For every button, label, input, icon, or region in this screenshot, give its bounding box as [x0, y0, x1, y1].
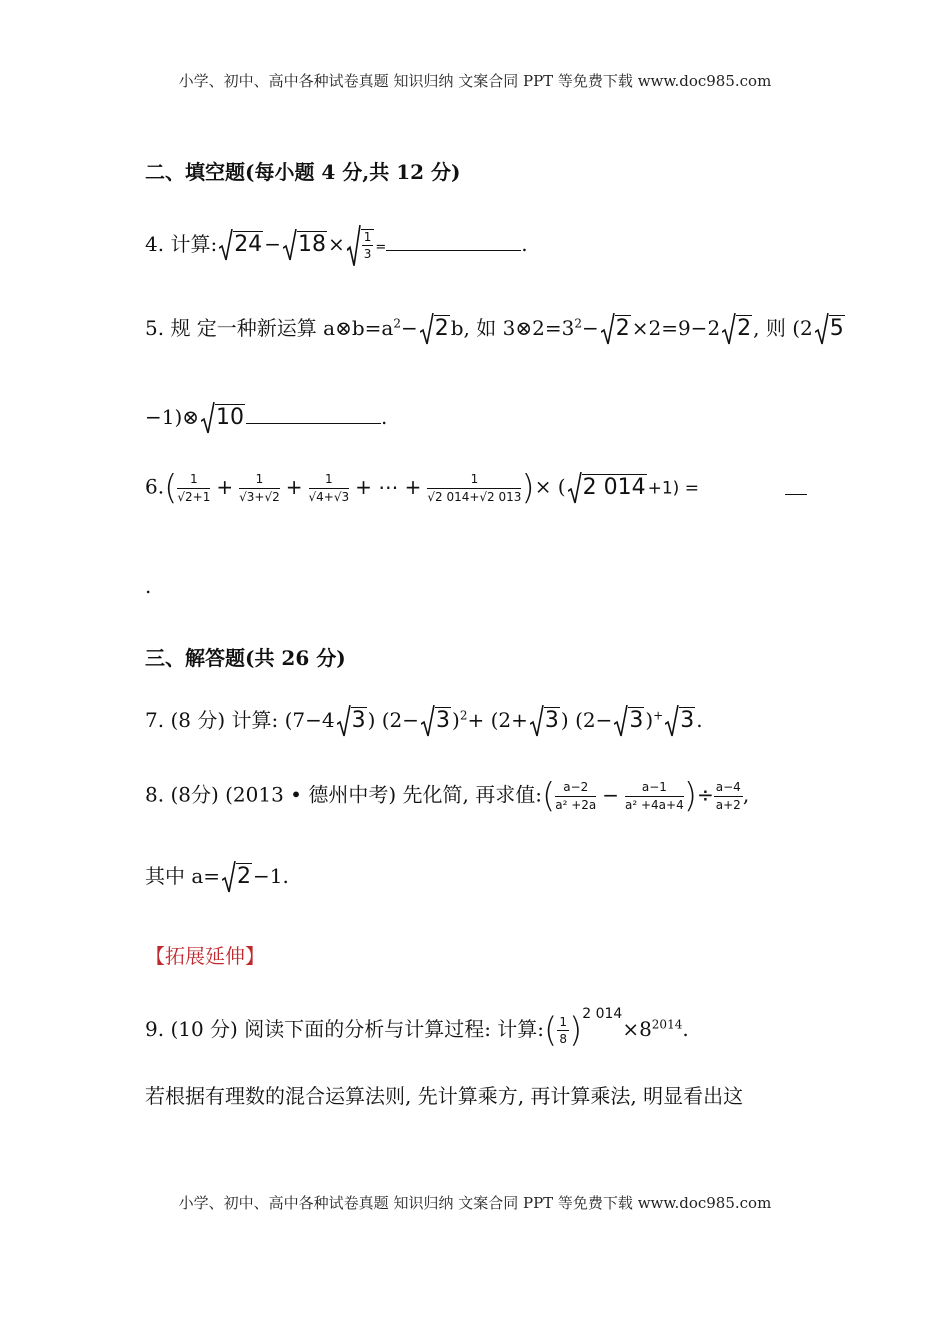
q8-f1-den: a² +2a: [555, 797, 597, 812]
q5-radicand-2: 2: [615, 316, 630, 341]
q7-p2: + (2+: [467, 708, 528, 732]
answer-blank-4[interactable]: [386, 250, 521, 251]
q7-exp: 2: [459, 708, 468, 723]
sqrt-3-a: [337, 707, 367, 733]
q9-exp: 2 014: [582, 1006, 623, 1022]
q9-fraction: [557, 1015, 569, 1047]
q6-f3-den: √4+√3: [308, 489, 350, 504]
q6-f1-den: √2+1: [177, 489, 211, 504]
fraction-4: [427, 472, 521, 504]
q7-p3: ) (2−: [560, 708, 613, 732]
paragraph: 若根据有理数的混合运算法则, 先计算乘方, 再计算乘法, 明显看出这: [145, 1084, 744, 1108]
q5-radicand-10: 10: [216, 405, 245, 430]
q6-radicand: 2 014: [582, 474, 646, 500]
q6-times: ×: [534, 474, 552, 499]
q9-paren-close: ): [568, 1010, 583, 1051]
q7-label: 7. (8 分) 计算: (7−4: [145, 708, 335, 732]
sqrt-3-c: [530, 707, 560, 733]
q5-mid: ×2=9−2: [631, 316, 721, 340]
q6-f4-den: √2 014+√2 013: [427, 489, 522, 504]
q8-label: 8. (8分) (2013 • 德州中考) 先化简, 再求值:: [145, 782, 542, 807]
q8-fraction-2: [625, 780, 684, 812]
sqrt-10: [201, 404, 245, 430]
q8-radicand: 2: [237, 864, 252, 889]
answer-blank-5[interactable]: [246, 423, 381, 424]
plus-1: +: [216, 474, 234, 499]
q5-example: b, 如 3⊗2=3: [450, 316, 575, 340]
paren-close: ): [521, 468, 535, 508]
q8-minus: −: [602, 782, 620, 807]
question-4: [145, 228, 528, 261]
q9-paren-open: (: [544, 1010, 558, 1051]
q6-f2-num: 1: [239, 472, 280, 488]
q4-end: .: [521, 232, 528, 256]
q4-equals: =: [375, 240, 387, 255]
ellipsis: + ⋯ +: [355, 474, 422, 499]
q5-label: 5. 规 定一种新运算 a⊗b=a: [145, 316, 394, 340]
q5-line2: −1)⊗: [145, 405, 200, 429]
q7-p1: ) (2−: [367, 708, 420, 732]
sqrt-2: [420, 315, 450, 341]
q7-radicand-4: 3: [629, 708, 644, 733]
answer-blank-6[interactable]: [785, 494, 807, 495]
q8-fraction-1: [555, 780, 596, 812]
q7-radicand-1: 3: [351, 708, 366, 733]
question-7: 7. (8 分) 计算: (7−4 3 ) (2− 3 )$^2$+ (2+ 3 ) (2− 3 )+ 3 .: [145, 704, 703, 733]
sqrt-3-d: [614, 707, 644, 733]
q6-label: 6.: [145, 474, 165, 499]
q9-times: ×8: [622, 1017, 652, 1041]
sqrt-2c: [722, 315, 752, 341]
q8-paren-close: ): [683, 776, 697, 816]
q4-radicand-2: 18: [297, 232, 326, 257]
q6-f1-num: 1: [177, 472, 210, 488]
q7-end: .: [696, 708, 703, 732]
q8-f2-den: a² +4a+4: [625, 797, 684, 812]
sqrt-2b: [601, 315, 631, 341]
q7-plus: +: [653, 708, 664, 723]
sqrt-2-q8: [222, 863, 252, 889]
q9-label: 9. (10 分) 阅读下面的分析与计算过程: 计算:: [145, 1017, 545, 1041]
q9-end: .: [682, 1017, 689, 1041]
q8-f2-num: a−1: [625, 780, 684, 796]
q7-p4: ): [645, 708, 654, 732]
question-6: 6.( $\frac{1}{√2+1}$ + $\frac{1}{√3+√2}$ + $\frac{1}{√4+√3}$ + ⋯ + $\frac{1}{√2 014+√2 013}$ )× ( 2 014 +1) =: [145, 468, 699, 508]
q6-f4-num: 1: [427, 472, 521, 488]
page-footer: 小学、初中、高中各种试卷真题 知识归纳 文案合同 PPT 等免费下载 www.doc985.com: [178, 1194, 772, 1212]
q9-frac-den: 8: [559, 1032, 567, 1046]
section-fill-in-title: 二、填空题(每小题 4 分,共 12 分): [145, 160, 461, 184]
question-8-cont: [145, 860, 289, 889]
fraction-3: [309, 472, 350, 504]
sqrt-3-b: [421, 707, 451, 733]
q5-radicand-5: 5: [829, 316, 844, 341]
sqrt-3-e: [665, 707, 695, 733]
paren-open: (: [164, 468, 178, 508]
question-5: [145, 312, 846, 341]
q7-radicand-5: 3: [680, 708, 695, 733]
q8-comma: ,: [742, 782, 750, 807]
sqrt-18: [283, 231, 327, 257]
fraction-1: [177, 472, 210, 504]
q4-minus: −: [264, 232, 281, 256]
page-header: 小学、初中、高中各种试卷真题 知识归纳 文案合同 PPT 等免费下载 www.doc985.com: [178, 72, 772, 90]
q5-exp: 2: [393, 316, 401, 331]
q9-exp2: 2014: [651, 1017, 683, 1032]
q5-minus2: −: [581, 316, 599, 340]
q8-f3-den: a+2: [715, 797, 741, 812]
q9-frac-num: 1: [557, 1015, 569, 1031]
q8-fraction-3: [714, 780, 743, 812]
q8-line2: 其中 a=: [145, 864, 221, 888]
q6-end: .: [145, 574, 152, 598]
q4-label: 4. 计算:: [145, 232, 218, 256]
sqrt-5: [815, 315, 845, 341]
sqrt-one-third: [347, 229, 375, 262]
q5-minus: −: [400, 316, 418, 340]
question-8: [145, 776, 749, 816]
q5-radicand: 2: [434, 316, 449, 341]
q8-f1-num: a−2: [555, 780, 596, 796]
q5-end: .: [381, 405, 388, 429]
question-9: [145, 1006, 689, 1051]
question-5-cont: [145, 404, 387, 430]
q5-tail: , 则 (2: [753, 316, 813, 340]
q5-exp2: 2: [574, 316, 582, 331]
fraction-1-3: [362, 230, 374, 262]
section-answer-title: 三、解答题(共 26 分): [145, 646, 346, 670]
q8-div: ÷: [697, 782, 714, 807]
q6-tail: +1) =: [647, 478, 699, 499]
extension-heading: 【拓展延伸】: [145, 944, 265, 968]
q4-frac-den: 3: [363, 247, 372, 261]
q4-frac-num: 1: [362, 230, 374, 246]
q7-radicand-2: 3: [436, 708, 451, 733]
sqrt-2014: [568, 474, 647, 500]
q8-f3-num: a−4: [714, 780, 743, 796]
sqrt-24: [219, 231, 263, 257]
q8-tail: −1.: [253, 864, 289, 888]
q4-radicand-1: 24: [234, 232, 263, 257]
q6-f3-num: 1: [309, 472, 350, 488]
q6-f2-den: √3+√2: [239, 489, 280, 504]
q5-radicand-3: 2: [737, 316, 752, 341]
q8-paren-open: (: [541, 776, 556, 816]
q4-times: ×: [327, 232, 345, 256]
q7-radicand-3: 3: [544, 708, 559, 733]
plus-2: +: [285, 474, 303, 499]
fraction-2: [239, 472, 280, 504]
